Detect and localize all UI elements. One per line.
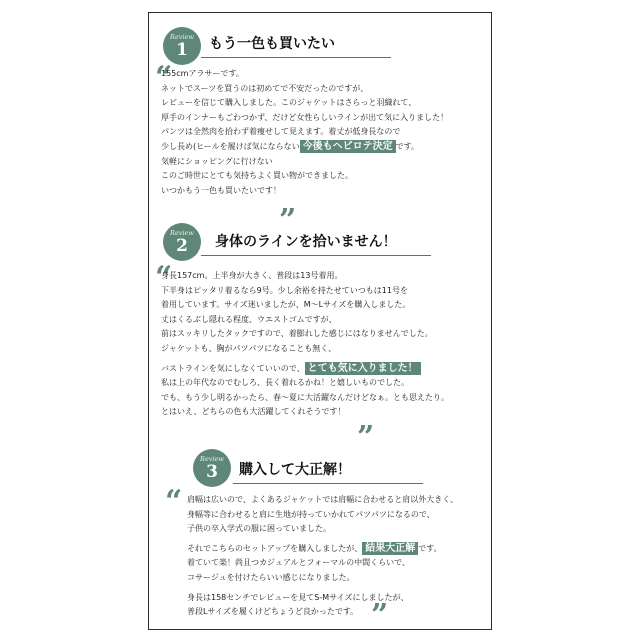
review-line: 着用しています。サイズ迷いましたが、M～Lサイズを購入しました。 [161, 300, 411, 310]
badge-review-label: Review [170, 229, 194, 237]
review-line: 着ていて楽！尚且つカジュアルとフォーマルの中間くらいで、 [187, 558, 410, 568]
review-line: 身長は158センチでレビューを見てS-Mサイズにしましたが、 [187, 592, 409, 602]
review-line: 私は上の年代なのでむしろ、長く着れるかね！と嬉しいものでした。 [161, 378, 409, 388]
open-quote-icon: “ [165, 484, 183, 519]
review-text-2 [161, 269, 449, 420]
heading-underline [201, 57, 391, 58]
review-line: 身長157cm。上半身が大きく、普段は13号着用。 [161, 271, 343, 280]
review-line: このご時世にとても気持ちよく買い物ができました。 [161, 171, 353, 181]
close-quote-icon: ” [371, 598, 389, 633]
review-line: 厚手のインナーもごわつかず、だけど女性らしいラインが出て気に入りました！ [161, 112, 449, 122]
review-line: 前はスッキリしたタックですので、着膨れした感じにはなりませんでした。 [161, 329, 433, 339]
review-line: 子供の卒入学式の服に困っていました。 [187, 524, 331, 534]
review-heading-3: 購入して大正解！ [239, 462, 351, 478]
review-line: それでこちらのセットアップを購入しましたが、 結果大正解 です。 [187, 542, 442, 554]
badge-review-label: Review [170, 33, 194, 41]
review-line: 身幅等に合わせると肩に生地が持っていかれてパツパツになるので、 [187, 509, 435, 519]
highlight-badge: とても気に入りました！ [305, 362, 421, 375]
badge-number: 3 [206, 462, 218, 482]
review-line: 肩幅は広いので、よくあるジャケットでは肩幅に合わせると肩以外大きく、 [187, 495, 459, 504]
review-line: 丈はくるぶし隠れる程度、ウエストゴムですが、 [161, 314, 337, 324]
highlight-badge: 今後もヘビロテ決定 [300, 140, 396, 153]
review-line: とはいえ、どちらの色も大活躍してくれそうです！ [161, 407, 346, 417]
review-badge-2 [163, 223, 201, 261]
review-card [148, 12, 492, 633]
close-quote-icon: ” [279, 203, 297, 238]
review-heading-2: 身体のラインを拾いません！ [215, 234, 397, 250]
review-line: いつかもう一色も買いたいです！ [161, 185, 281, 195]
review-line: コサージュを付けたらいい感じになりました。 [187, 572, 355, 582]
open-quote-icon: “ [155, 60, 173, 95]
review-line: ネットでスーツを買うのは初めてで不安だったのですが、 [161, 83, 369, 93]
open-quote-icon: “ [155, 260, 173, 295]
review-badge-3 [193, 449, 231, 487]
review-line: 普段Lサイズを履くけどちょうど良かったです。 [187, 607, 359, 617]
close-quote-icon: ” [357, 420, 375, 455]
review-line: バストラインを気にしなくていいので、 とても気に入りました！ [161, 362, 449, 377]
review-line: でも、もう少し明るかったら、春～夏に大活躍なんだけどなぁ。とも思えたり。 [161, 392, 449, 402]
review-line: 少し長め(ヒールを履けば気にならない 今後もヘビロテ決定 です。 [161, 140, 420, 152]
review-line: パンツは全然肉を拾わず着痩せして見えます。着丈が低身長なので [161, 127, 401, 137]
review-line: レビューを信じて購入しました。このジャケットはさらっと羽織れて、 [161, 98, 417, 108]
badge-review-label: Review [200, 455, 224, 463]
review-line: 気軽にショッピングに行けない [161, 156, 273, 166]
review-line: ジャケットも、胸がパツパツになることも無く、 [161, 343, 337, 353]
badge-number: 2 [176, 236, 188, 256]
review-text-1 [161, 67, 448, 198]
highlight-badge: 結果大正解 [362, 542, 418, 555]
review-line: 155cmアラサーです。 [161, 69, 244, 78]
heading-underline [201, 255, 431, 256]
review-line: 下半身はピッタリ着るなら9号。少し余裕を持たせていつもは11号を [161, 285, 408, 295]
badge-number: 1 [176, 40, 188, 60]
review-heading-1: もう一色も買いたい [209, 36, 335, 52]
review-text-3 [187, 493, 458, 620]
heading-underline [233, 483, 423, 484]
